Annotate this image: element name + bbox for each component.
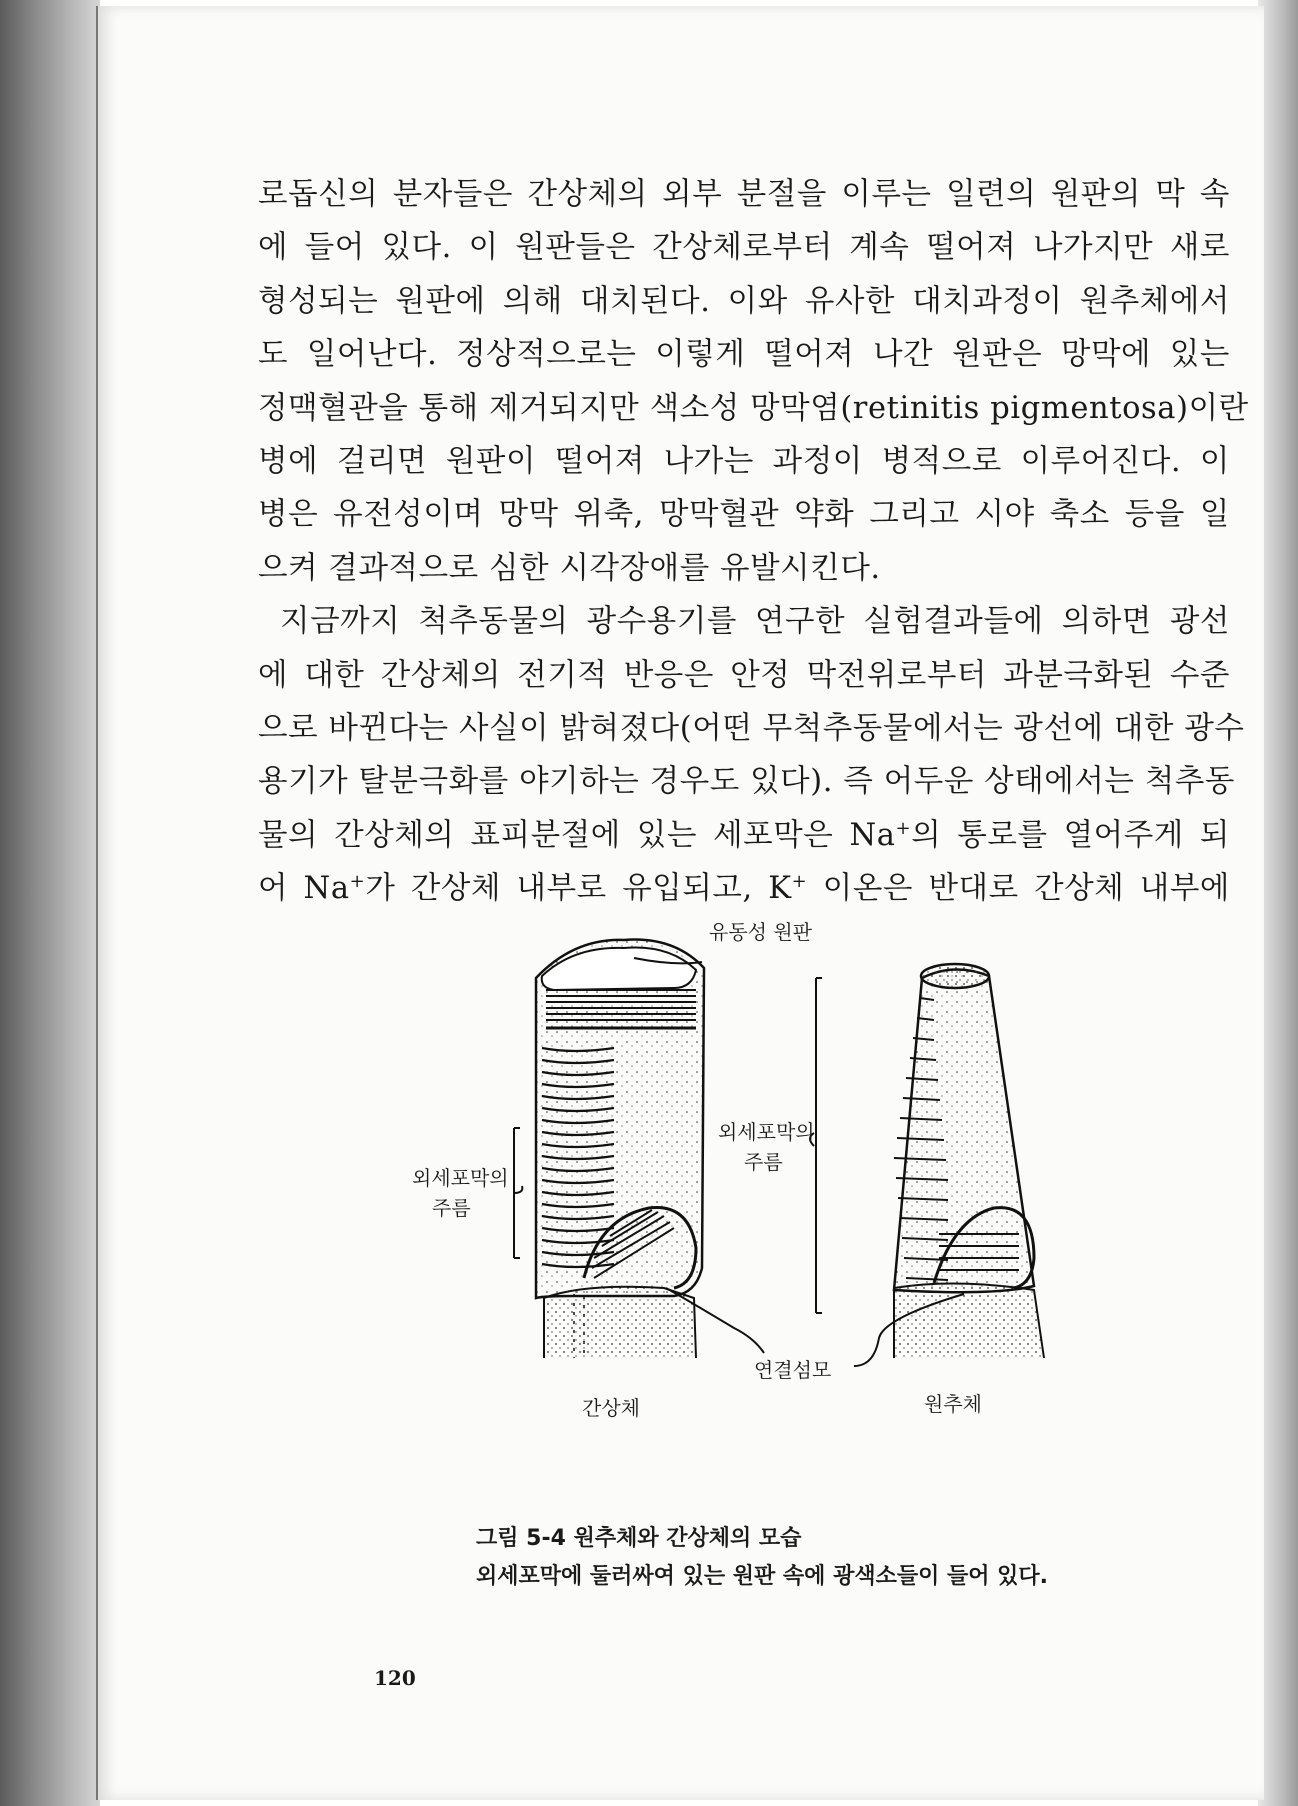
text-line: 으켜 결과적으로 심한 시각장애를 유발시킨다. — [258, 550, 881, 586]
caption-title: 그림 5-4 원추체와 간상체의 모습 — [476, 1526, 802, 1551]
text-line — [258, 871, 1230, 906]
superscript: + — [895, 817, 912, 839]
label-cone: 원추체 — [924, 1392, 982, 1416]
paragraph-1-end — [258, 542, 1230, 595]
book-edge-left — [0, 0, 100, 1806]
text-line: 에 들어 있다. 이 원판들은 간상체로부터 계속 떨어져 나가지만 새로 — [258, 230, 1230, 266]
superscript: + — [791, 871, 808, 893]
text-line: 로돕신의 분자들은 간상체의 외부 분절을 이루는 일련의 원판의 막 속 — [258, 177, 1230, 212]
label-membrane-fold-right-1: 외세포막의 — [718, 1120, 815, 1144]
text-line: 병은 유전성이며 망막 위축, 망막혈관 약화 그리고 시야 축소 등을 일 — [258, 497, 1230, 533]
label-connecting-cilium: 연결섬모 — [754, 1358, 832, 1382]
text-line: 병에 걸리면 원판이 떨어져 나가는 과정이 병적으로 이루어진다. 이 — [258, 444, 1230, 480]
text-line: 지금까지 척추동물의 광수용기를 연구한 실험결과들에 의하면 광선 — [280, 604, 1230, 640]
cone-cell-drawing — [894, 964, 1044, 1358]
caption-description: 외세포막에 둘러싸여 있는 원판 속에 광색소들이 들어 있다. — [476, 1564, 1049, 1589]
figure-rod-cone — [412, 918, 1154, 1438]
label-mobile-disc: 유동성 원판 — [709, 920, 812, 944]
text-line: 으로 바뀐다는 사실이 밝혀졌다(어떤 무척추동물에서는 광선에 대한 광수 — [258, 711, 1245, 747]
body-text — [258, 168, 1249, 916]
text-line: 에 대한 간상체의 전기적 반응은 안정 막전위로부터 과분극화된 수준 — [258, 657, 1230, 693]
paragraph-2 — [258, 595, 1245, 862]
book-edge-right — [1258, 0, 1298, 1806]
text-line: 정맥혈관을 통해 제거되지만 색소성 망막염(retinitis pigmentosa)이란 — [258, 390, 1249, 426]
text-segment: 이온은 반대로 간상체 내부에 — [807, 871, 1230, 907]
label-membrane-fold-right-2: 주름 — [744, 1150, 783, 1174]
label-membrane-fold-left-1: 외세포막의 — [412, 1166, 509, 1190]
superscript: + — [349, 871, 366, 893]
text-line: 용기가 탈분극화를 야기하는 경우도 있다). 즉 어두운 상태에서는 척추동 — [258, 764, 1235, 800]
text-line: 도 일어난다. 정상적으로는 이렇게 떨어져 나간 원판은 망막에 있는 — [258, 337, 1230, 373]
label-rod: 간상체 — [582, 1396, 640, 1420]
text-segment: 어 Na — [258, 871, 350, 907]
text-segment: 의 통로를 열어주게 되 — [911, 817, 1230, 853]
text-line — [258, 809, 1230, 862]
text-segment: 물의 간상체의 표피분절에 있는 세포막은 Na — [258, 817, 896, 853]
figure-caption — [476, 1520, 1048, 1596]
paragraph-2-end — [258, 862, 1230, 915]
paragraph-1 — [258, 168, 1249, 542]
label-membrane-fold-left-2: 주름 — [432, 1196, 471, 1220]
text-segment: 가 간상체 내부로 유입되고, K — [365, 871, 792, 907]
book-page — [96, 6, 1264, 1800]
text-line: 형성되는 원판에 의해 대치된다. 이와 유사한 대치과정이 원추체에서 — [258, 283, 1230, 319]
page-number: 120 — [374, 1666, 416, 1690]
